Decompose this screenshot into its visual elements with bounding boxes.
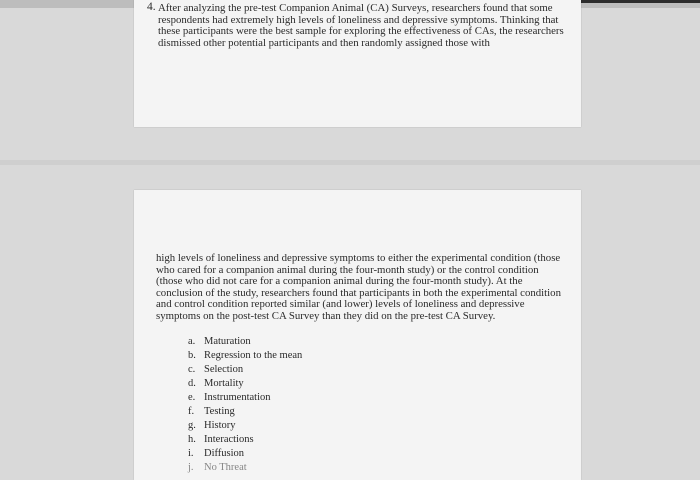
option-letter: b.	[188, 350, 196, 361]
option-letter: f.	[188, 406, 195, 417]
option-label: Instrumentation	[204, 392, 271, 403]
option-letter: h.	[188, 434, 196, 445]
option-item[interactable]	[188, 335, 302, 349]
option-label: Maturation	[204, 336, 251, 347]
option-letter: e.	[188, 392, 196, 403]
option-item[interactable]	[188, 461, 302, 475]
option-letter: d.	[188, 378, 196, 389]
page-gap	[0, 160, 700, 165]
option-label: Diffusion	[204, 448, 245, 459]
option-item[interactable]	[188, 433, 302, 447]
option-letter: g.	[188, 420, 196, 431]
question-number: 4.	[147, 1, 156, 13]
option-letter: i.	[188, 448, 194, 459]
option-label: History	[204, 420, 236, 431]
option-letter: j.	[188, 462, 194, 473]
option-item[interactable]	[188, 405, 302, 419]
option-label: Mortality	[204, 378, 244, 389]
option-letter: c.	[188, 364, 196, 375]
option-item[interactable]	[188, 363, 302, 377]
option-item[interactable]	[188, 419, 302, 433]
option-label: Testing	[204, 406, 235, 417]
option-label: Regression to the mean	[204, 350, 303, 361]
option-label: No Threat	[204, 462, 247, 473]
answer-options	[188, 335, 302, 475]
option-item[interactable]	[188, 349, 302, 363]
question-text-part1: After analyzing the pre-test Companion Animal (CA) Surveys, researchers found that some respondents had extremely high levels of loneliness and depressive symptoms. Thinking that these participants were the best sample for exploring the effectiveness of CAs, the researchers dismissed other potential participants and then randomly assigned those with	[158, 2, 564, 49]
option-item[interactable]	[188, 447, 302, 461]
question-text-part2: high levels of loneliness and depressive symptoms to either the experimental condition (those who cared for a companion animal during the four-month study) or the control condition (those who did not care for a companion animal during the four-month study). At the conclusion of the study, researchers found that participants in both the experimental condition and control condition reported similar (and lower) levels of loneliness and depressive symptoms on the post-test CA Survey than they did on the pre-test CA Survey.	[156, 252, 561, 322]
option-label: Selection	[204, 364, 244, 375]
option-item[interactable]	[188, 377, 302, 391]
option-letter: a.	[188, 336, 196, 347]
option-item[interactable]	[188, 391, 302, 405]
option-label: Interactions	[204, 434, 254, 445]
